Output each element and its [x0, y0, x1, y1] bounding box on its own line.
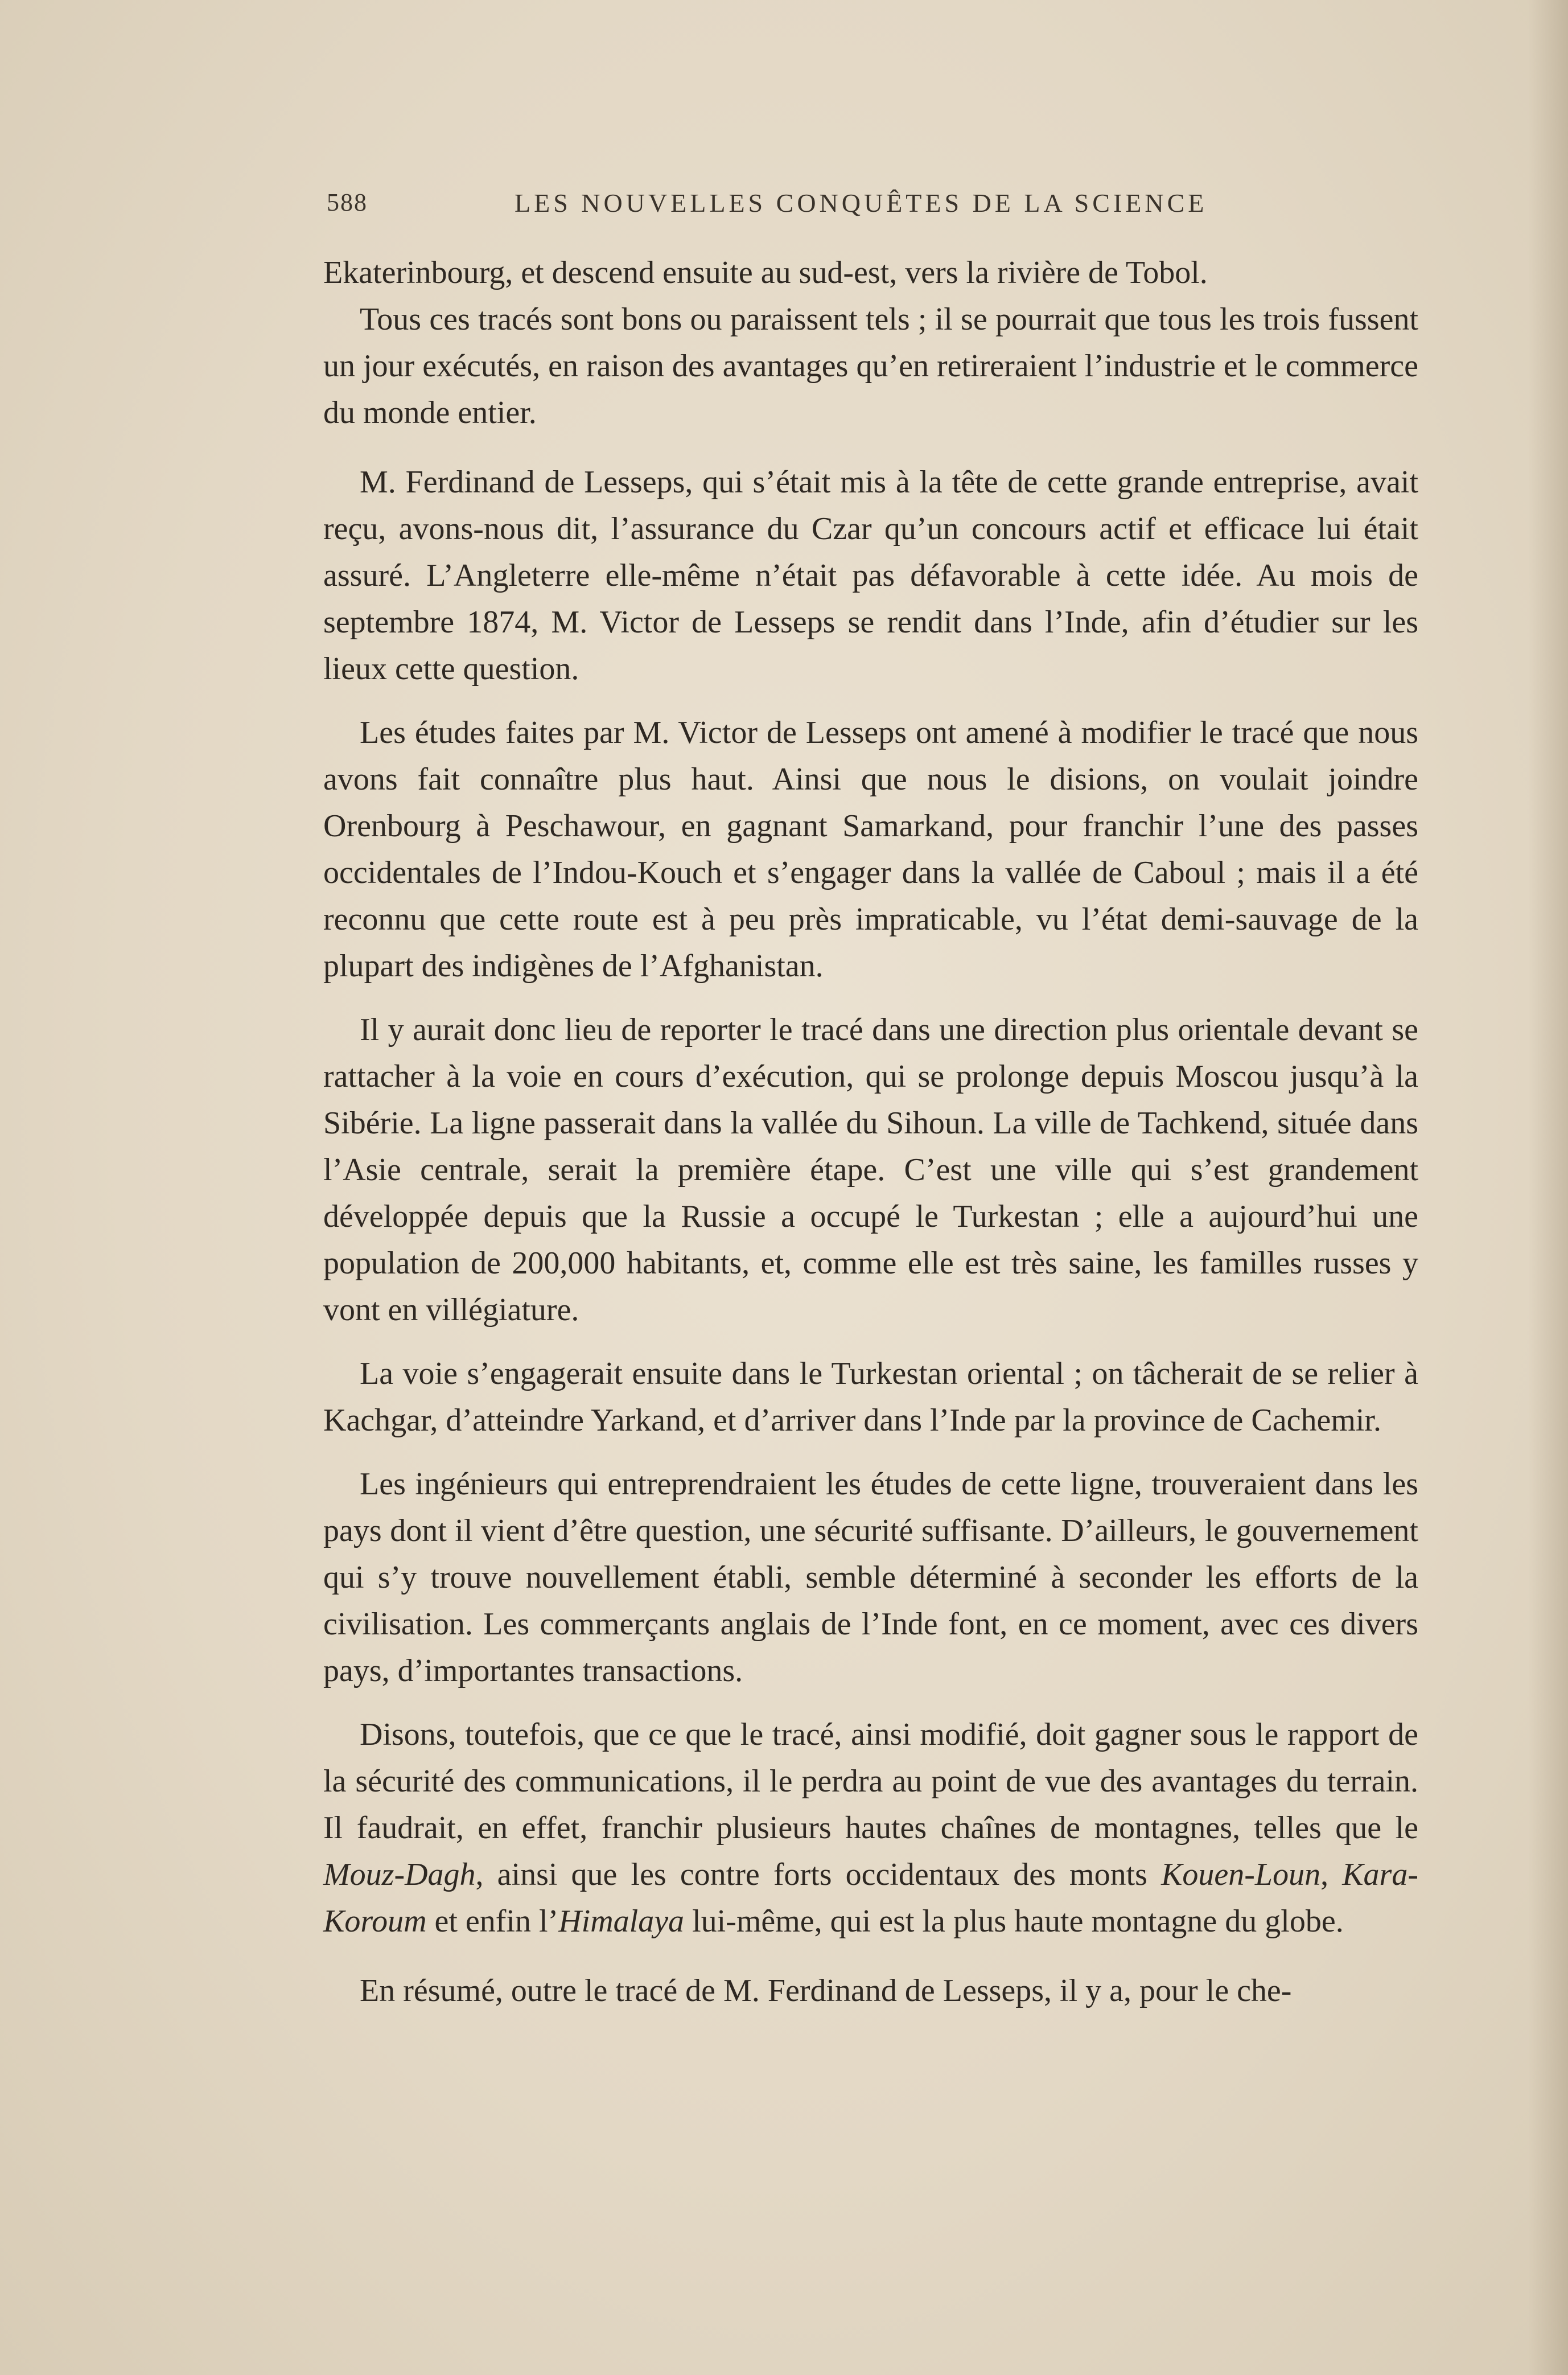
paragraph-8-text-e: lui-même, qui est la plus haute montagne du globe. — [684, 1904, 1344, 1939]
place-mouz-dagh: Mouz-Dagh — [323, 1857, 476, 1892]
paragraph-7: Les ingénieurs qui entreprendraient les études de cette ligne, trouveraient dans les pays dont il vient d’être question, une sécurité suffisante. D’ailleurs, le gouvernement qui s’y trouve nouvellement établi, semble déterminé à seconder les efforts de la civilisation. Les commerçants anglais de l’Inde font, en ce moment, avec ces divers pays, d’importantes transactions. — [323, 1466, 1418, 1688]
paragraph-8-text-d: et enfin l’ — [426, 1904, 559, 1939]
paragraph-8-text-a: Disons, toutefois, que ce que le tracé, ainsi modifié, doit gagner sous le rapport de la sécurité des communications, il le perdra au point de vue des avantages du terrain. Il faudrait, en effet, franchir plusieurs hautes chaînes de montagnes, telles que le — [323, 1717, 1418, 1846]
body-text — [323, 249, 1418, 2014]
running-header — [327, 188, 1417, 228]
page-edge-shadow — [1528, 0, 1568, 2375]
paragraph-9: En résumé, outre le tracé de M. Ferdinand de Lesseps, il y a, pour le che- — [360, 1973, 1292, 2008]
paragraph-1: Ekaterinbourg, et descend ensuite au sud-est, vers la rivière de Tobol. — [323, 255, 1208, 290]
paragraph-8 — [323, 1711, 1418, 1945]
paragraph-8-text-b: , ainsi que les contre forts occidentaux des monts — [475, 1857, 1162, 1892]
place-kara-koroum: Kara-Koroum — [323, 1857, 1418, 1939]
paragraph-6: La voie s’engagerait ensuite dans le Turkestan oriental ; on tâcherait de se relier à Kachgar, d’atteindre Yarkand, et d’arriver dans l’Inde par la province de Cachemir. — [323, 1356, 1418, 1438]
paragraph-2: Tous ces tracés sont bons ou paraissent tels ; il se pourrait que tous les trois fussent un jour exécutés, en raison des avantages qu’en retireraient l’industrie et le commerce du monde entier. — [323, 302, 1418, 430]
paragraph-5: Il y aurait donc lieu de reporter le tracé dans une direction plus orientale devant se rattacher à la voie en cours d’exécution, qui se prolonge depuis Moscou jusqu’à la Sibérie. La ligne passerait dans la vallée du Sihoun. La ville de Tachkend, située dans l’Asie centrale, serait la première étape. C’est une ville qui s’est grandement développée depuis que la Russie a occupé le Turkestan ; elle a aujourd’hui une population de 200,000 habitants, et, comme elle est très saine, les familles russes y vont en villégiature. — [323, 1012, 1418, 1328]
place-himalaya: Himalaya — [558, 1904, 685, 1939]
paragraph-8-text-c: , — [1320, 1857, 1343, 1892]
paragraph-3: M. Ferdinand de Lesseps, qui s’était mis à la tête de cette grande entreprise, avait reçu, avons-nous dit, l’assurance du Czar qu’un concours actif et efficace lui était assuré. L’Angleterre elle-même n’était pas défavorable à cette idée. Au mois de septembre 1874, M. Victor de Lesseps se rendit dans l’Inde, afin d’étudier sur les lieux cette question. — [323, 465, 1418, 687]
place-kouen-loun: Kouen-Loun — [1161, 1857, 1321, 1892]
running-title: LES NOUVELLES CONQUÊTES DE LA SCIENCE — [515, 188, 1208, 217]
paragraph-4: Les études faites par M. Victor de Lesseps ont amené à modifier le tracé que nous avons fait connaître plus haut. Ainsi que nous le disions, on voulait joindre Orenbourg à Peschawour, en gagnant Samarkand, pour franchir l’une des passes occidentales de l’Indou-Kouch et s’engager dans la vallée de Caboul ; mais il a été reconnu que cette route est à peu près impraticable, vu l’état demi-sauvage de la plupart des indigènes de l’Afghanistan. — [323, 715, 1418, 984]
page-number: 588 — [327, 188, 368, 216]
